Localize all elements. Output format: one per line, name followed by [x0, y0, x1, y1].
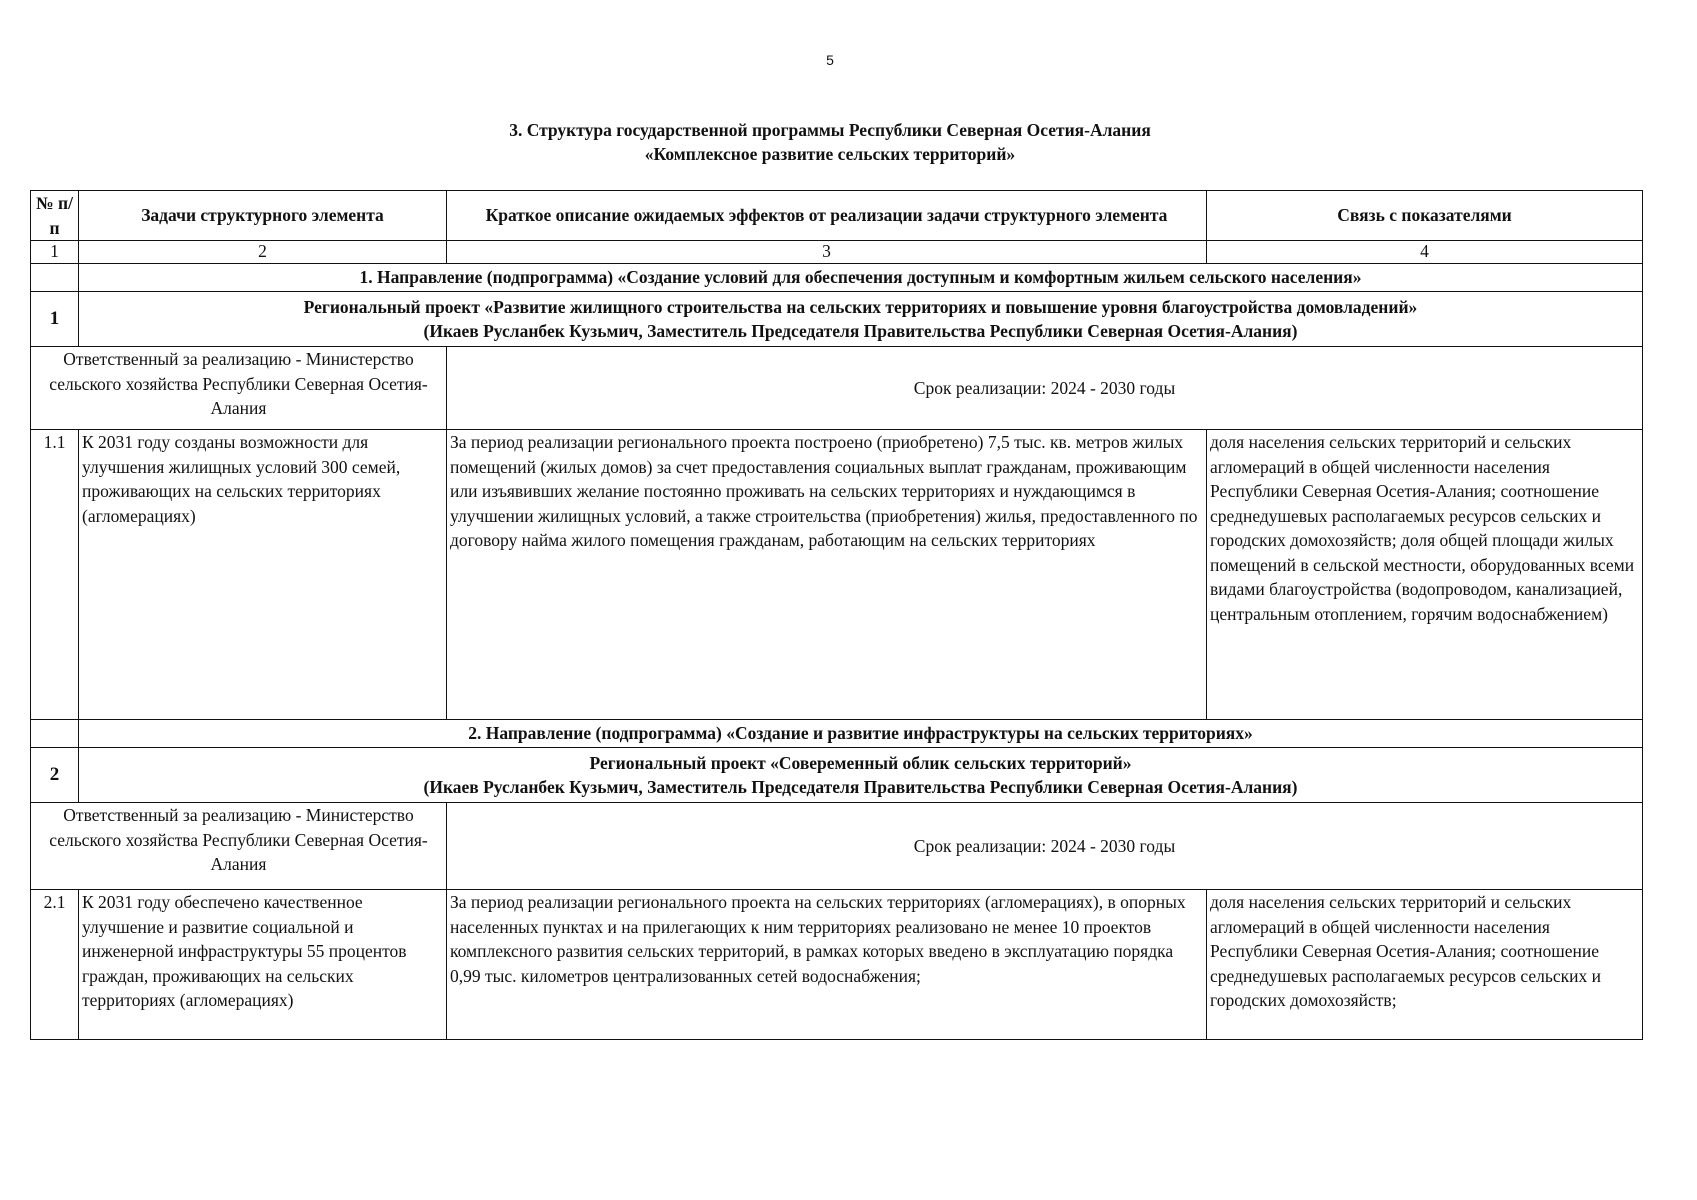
header-num: № п/п: [31, 191, 79, 241]
column-number-row: [31, 241, 1643, 264]
column-number: 1: [31, 241, 79, 264]
responsible-cell: Ответственный за реализацию - Министерство сельского хозяйства Республики Северная Осетия-Алания: [31, 347, 447, 430]
effect-text: За период реализации регионального проекта на сельских территориях (агломерациях), в опорных населенных пунктах и на прилегающих к ним территориях реализовано не менее 10 проектов комплексного развития сельских территорий, в рамках которых введено в эксплуатацию порядка 0,99 тыс. километров централизованных сетей водоснабжения;: [447, 890, 1207, 1040]
direction-title: 1. Направление (подпрограмма) «Создание условий для обеспечения доступным и комфортным жильем сельского населения»: [79, 264, 1643, 292]
project-title: [79, 292, 1643, 347]
project-title: [79, 748, 1643, 803]
effect-text: За период реализации регионального проекта построено (приобретено) 7,5 тыс. кв. метров жилых помещений (жилых домов) за счет предоставления социальных выплат гражданам, проживающим или изъявивших желание постоянно проживать на сельских территориях и нуждающимся в улучшении жилищных условий, а также строительства (приобретения) жилья, предоставленного по договору найма жилого помещения гражданам, работающим на сельских территориях: [447, 430, 1207, 720]
project-number: 2: [31, 748, 79, 803]
empty-cell: [31, 720, 79, 748]
header-row: [31, 191, 1643, 241]
structure-table: [30, 190, 1643, 1040]
title-line-1: 3. Структура государственной программы Республики Северная Осетия-Алания: [509, 120, 1151, 140]
task-text: К 2031 году созданы возможности для улучшения жилищных условий 300 семей, проживающих на сельских территориях (агломерациях): [79, 430, 447, 720]
column-number: 3: [447, 241, 1207, 264]
responsible-cell: Ответственный за реализацию - Министерство сельского хозяйства Республики Северная Осетия-Алания: [31, 803, 447, 890]
responsible-row: [31, 347, 1643, 430]
document-title: [0, 118, 1660, 166]
page-number: 5: [826, 52, 834, 68]
direction-row: [31, 264, 1643, 292]
task-text: К 2031 году обеспечено качественное улучшение и развитие социальной и инженерной инфраструктуры 55 процентов граждан, проживающих на сельских территориях (агломерациях): [79, 890, 447, 1040]
project-row: [31, 292, 1643, 347]
project-row: [31, 748, 1643, 803]
task-row: [31, 890, 1643, 1040]
empty-cell: [31, 264, 79, 292]
project-name: Региональный проект «Совеременный облик сельских территорий»: [589, 752, 1132, 773]
responsible-row: [31, 803, 1643, 890]
direction-title: 2. Направление (подпрограмма) «Создание и развитие инфраструктуры на сельских территориях»: [79, 720, 1643, 748]
task-number: 2.1: [31, 890, 79, 1040]
indicators-text: доля населения сельских территорий и сельских агломераций в общей численности населения Республики Северная Осетия-Алания; соотношение среднедушевых располагаемых ресурсов сельских и городских домохозяйств;: [1207, 890, 1643, 1040]
header-indicators: Связь с показателями: [1207, 191, 1643, 241]
project-number: 1: [31, 292, 79, 347]
project-curator: (Икаев Русланбек Кузьмич, Заместитель Председателя Правительства Республики Северная Осетия-Алания): [423, 321, 1298, 341]
task-row: [31, 430, 1643, 720]
project-curator: (Икаев Русланбек Кузьмич, Заместитель Председателя Правительства Республики Северная Осетия-Алания): [423, 777, 1298, 797]
indicators-text: доля населения сельских территорий и сельских агломераций в общей численности населения Республики Северная Осетия-Алания; соотношение среднедушевых располагаемых ресурсов сельских и городских домохозяйств; доля общей площади жилых помещений в сельской местности, оборудованных всеми видами благоустройства (водопроводом, канализацией, центральным отоплением, горячим водоснабжением): [1207, 430, 1643, 720]
header-effects: Краткое описание ожидаемых эффектов от реализации задачи структурного элемента: [447, 191, 1207, 241]
project-name: Региональный проект «Развитие жилищного строительства на сельских территориях и повышение уровня благоустройства домовладений»: [303, 296, 1418, 317]
term-cell: Срок реализации: 2024 - 2030 годы: [447, 803, 1643, 890]
header-tasks: Задачи структурного элемента: [79, 191, 447, 241]
column-number: 2: [79, 241, 447, 264]
direction-row: [31, 720, 1643, 748]
task-number: 1.1: [31, 430, 79, 720]
term-cell: Срок реализации: 2024 - 2030 годы: [447, 347, 1643, 430]
column-number: 4: [1207, 241, 1643, 264]
title-line-2: «Комплексное развитие сельских территорий»: [644, 144, 1016, 164]
